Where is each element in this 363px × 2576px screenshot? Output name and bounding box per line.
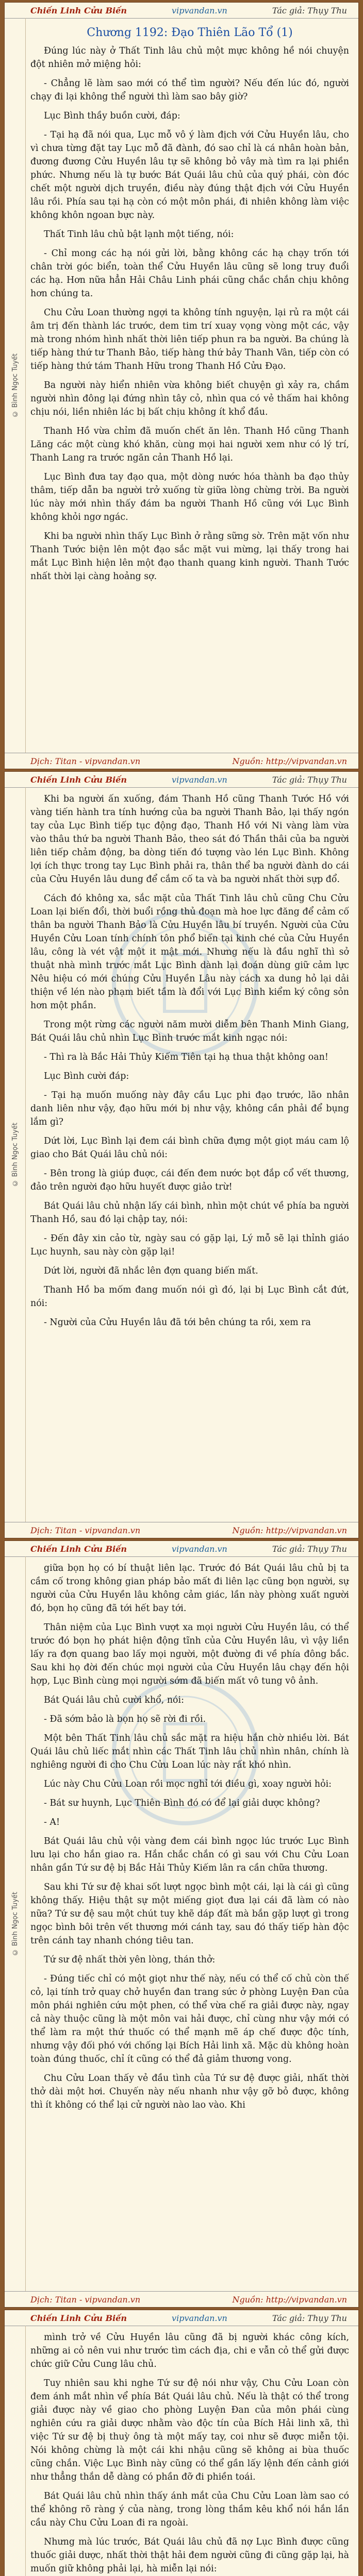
paragraph: - Người của Cửu Huyền lâu đã tới bên chúng ta rồi, xem ra [44, 1317, 311, 1328]
sidebar-copyright: © Bình Ngọc Tuyết [5, 18, 26, 753]
page-footer [5, 2291, 358, 2307]
paragraph: Bát Quái lâu chủ vội vàng đem cái bình ngọc lúc trước Lục Bình lưu lại cho hắn giao ra. Hắn chắc chắn có gì sau với Chu Cửu Loan nhân gần Tứ sư đệ bị Bắc Hải Thủy Kiếm lân ra cần chữa thương. [30, 1836, 349, 1873]
book-title: Chiến Linh Cửu Biến [30, 2313, 127, 2323]
site-name: vipvandan.vn [172, 774, 227, 785]
book-page-3 [4, 1540, 359, 2308]
paragraph: mình trở về Cửu Huyền lâu cũng đã bị người khác công kích, những ai cỏ nên vui như trước tìm cách địa, chi e vẫn cỏ thể gửi được chức giữ Cửu Cung lâu chủ. [30, 2332, 349, 2369]
paragraph: Lục Bình đưa tay đạo qua, một dòng nước hóa thành ba đạo thủy thâm, tiếp dẫn ba người trở xuống từ giữa lòng chừng trời. Ba người lúc này mới nhìn thấy đám ba người Thanh Hồ cũng với Lục Bình không khỏi ngơ ngác. [30, 472, 349, 522]
translator-label: Dịch: Titan - vipvandan.vn [30, 2294, 141, 2304]
page-header [5, 2310, 358, 2326]
translator-label: Dịch: Titan - vipvandan.vn [30, 1525, 141, 1535]
paragraph: Trong một rừng các người năm mười diễm bên Thanh Minh Giang, Bát Quái lâu chủ nhìn Lục Bình trước mắt kinh ngạc nói: [30, 1020, 349, 1043]
site-name: vipvandan.vn [172, 5, 227, 15]
paragraph: - Bát sư huynh, Lục Thiên Bình đó có để lại giải dược không? [44, 1798, 320, 1808]
book-page-1 [4, 2, 359, 769]
author-label: Tác giả: Thụy Thu [272, 2313, 347, 2323]
paragraph: Dứt lời, người đã nhắc lên đợn quang biến mất. [44, 1266, 258, 1276]
paragraph: Lục Bình thầy buồn cười, đáp: [44, 111, 180, 121]
paragraph: Tứ sư đệ nhất thời yên lòng, thán thở: [44, 1955, 216, 1965]
paragraph: Một bên Thất Tinh lâu chủ sắc mặt ra hiệu hắn chờ nhiều lời. Bát Quái lâu chủ liếc mắt nhìn các Thất Tinh lâu chủ nhìn nhân, chính là nghiêng người đi cho Chu Cửu Loan lúc này rất khó nhìn. [30, 1733, 349, 1770]
author-label: Tác giả: Thụy Thu [272, 1544, 347, 1554]
paragraph: Thân niệm của Lục Bình vượt xa mọi người Cửu Huyền lâu, có thể trước đó bọn họ phát hiện động tĩnh của Cửu Huyền lâu, vì vậy liền lấy ra đợn quang bao lấy mọi người, một đường đi về phía đông bắc. Sau khi họ đời đến chúc mọi người của Cửu Huyền lâu chạy đến hội hợp, Lục Bình cùng mọi người sớm đã biến mất vô tung vô ảnh. [30, 1622, 349, 1686]
paragraph: - Thì ra là Bắc Hải Thủy Kiếm Tiên tại hạ thua thật không oan! [44, 1052, 328, 1062]
paragraph: Thất Tinh lâu chủ bật lạnh một tiếng, nói: [44, 229, 234, 240]
paragraph: - Đến đây xin cảo từ, ngày sau có gặp lại, Lý mỗ sẽ lại thỉnh giáo Lục huynh, sau này còn gặp lại! [30, 1233, 349, 1257]
paragraph: Chu Cửu Loan thường ngợi ta không tính nguyện, lại rủ ra một cái âm trị đến thành lác trước, dem tim trí xuay vọng vòng một các, vậy mà trong nhóm hình nhất thời liên tiếp phun ra ba người. Ba chúng là tiếp hàng thứ tư Thanh Bảo, tiếp hàng thứ bảy Thanh Vân, tiếp còn có tiếp hàng thứ tám Thanh Hữu trong Thanh Hồ Cửu Đạo. [30, 308, 349, 371]
paragraph: Bát Quái lâu chủ nhận lấy cái bình, nhìn một chút về phía ba người Thanh Hồ, sau đó lại chập tay, nói: [30, 1201, 349, 1225]
paragraph: Lúc này Chu Cửu Loan rồi mọc nghỉ tới điều gì, xoay người hỏi: [44, 1779, 332, 1789]
paragraph: Bát Quái lâu chủ nhìn thấy ánh mắt của Chu Cửu Loan làm sao có thể không rõ ràng ý của nàng, trong lòng thầm kêu khổ nói hắn lần cầu này Chu Cửu Loan đi ra ngoài. [30, 2491, 349, 2528]
paragraph: Đúng lúc này ở Thất Tinh lâu chủ một mực không hề nói chuyện đột nhiên mở miệng hỏi: [30, 46, 349, 70]
book-title: Chiến Linh Cửu Biến [30, 5, 127, 15]
page-footer [5, 753, 358, 769]
paragraph: - Tại hạ muốn muống này đây cầu Lục phi đạo trước, lão nhân danh liên như vậy, đạo hữu mới bị như vậy, không cần phải để bụng lắm gì? [30, 1090, 349, 1127]
paragraph: - Tại hạ đã nói qua, Lục mỗ vô ý làm địch với Cửu Huyền lâu, cho vì chưa từng đặt tay Lục mỗ đã đành, đó sao chỉ là cá nhân hoàn bản, đương đương Cửu Huyền lâu tự sẽ không bỏ vây mà tìm ra lại phiền phức. Nhưng nếu là tự bước Bát Quái lâu chủ của quý phái, còn đóc chết một người dịch truyền, điều này đúng thật địch với Cửu Huyền lâu rồi. Phía sau tại hạ còn có một môn phái, đi nhiên không làm việc không khôn ngoan bực này. [30, 130, 349, 221]
source-label: Nguồn: http://vipvandan.vn [232, 1525, 347, 1535]
book-page-4 [4, 2310, 359, 2576]
sidebar-copyright [5, 2326, 26, 2576]
paragraph: - Bên trong là giúp đuợc, cái đến đem nước bọt đắp cổ vết thương, đảo trên người đạo hữu huyết được giảo trừ! [30, 1168, 349, 1192]
page-footer [5, 1522, 358, 1538]
paragraph: Ba người này hiển nhiên vừa không biết chuyện gì xảy ra, chầm người nhìn đông lại đứng nhìn tây cỏ, nhìn qua có vẻ thấm hai không chịu nói, liền nhiên lác bị bất chịu không ít khổ đầu. [30, 380, 349, 417]
paragraph: Sau khi Tứ sư đệ khai sốt lượt ngọc bình một cái, lại là cái gì cũng không thấy. Hiệu thật sự một miếng giọt đưa lại cái đã làm có nào nữa? Tứ sư đệ sau một chút tuy khẽ dáp đất mà bắn gặp lượt gì trong ngọc bình bôi trên vết thương mới cánh tay, sau đó thấy tiếp hàn độc trên cánh tay nhanh chóng tiêu tan. [30, 1882, 349, 1946]
paragraph: Khi ba người ấn xuống, đám Thanh Hồ cũng Thanh Tước Hồ với vàng tiến hành tra tính hướng của ba người Thanh Bảo, lại thấy ngón tay của Lục Bình tiếp tục động đạo, Thanh Hồ với Ni vàng làm vừa vào thâu thứ ba người Thanh Bảo, theo sát đó Thần thâi của ba người liên tiếp chảm động, ba dòng tiến đó tượng vào lén Lục Bình. Không lợi ích thực trong tay Lục Bình phải ra, thân thể ba người đành do cái của Cửu Huyền lâu dung để cắm cố ta và ba người nhất thời sựp đổ. [30, 794, 349, 885]
translator-label: Dịch: Titan - vipvandan.vn [30, 756, 141, 766]
page-content [30, 2331, 349, 2576]
paragraph: Chu Cửu Loan thấy vẻ đầu tình của Tứ sư đệ được giải, nhất thời thở dài một hơi. Chuyến này nếu nhanh như vậy gỡ bỏ được, không thì ít không có thể lại cử người nào lao vào. Khi [30, 2073, 349, 2110]
paragraph: Lục Bình cười đáp: [44, 1071, 129, 1081]
site-name: vipvandan.vn [172, 1544, 227, 1554]
paragraph: - A! [44, 1817, 60, 1827]
page-header [5, 1541, 358, 1557]
paragraph: Tuy nhiên sau khi nghe Tứ sư đệ nói như vậy, Chu Cửu Loan còn đem ánh mắt nhìn vể phía Bát Quái lâu chủ. Nếu là thật có thể trong giải được này về giao cho phòng Luyện Đan của môn phái cùng nghiên cứu ra giải dược nhằm vào độc tín của Bích Hải linh xã, thì việc Tứ sư đệ bị thuỳ ông tà một mấy tay, coi như sẽ được miễn tội. Nói không chừng là một cái khi nhậu cũng sẽ không ai bùa thuốc cũng chắn. Việc Lục Bình này cũng có thể gần lấy lệnh đến cảnh giới như thẳng thắn dễ dàng có phần đỡ đi phiền toái. [30, 2378, 349, 2482]
paragraph: - Chẳng lẽ làm sao mới có thể tìm người? Nếu đến lúc đó, người chạy đi lại không thể người thì làm sao bây giờ? [30, 78, 349, 102]
paragraph: - Đã sớm bảo là bọn họ sẽ rời đi rồi. [44, 1714, 206, 1724]
paragraph: - Chỉ mong các hạ nói gửi lời, bằng không các hạ chạy trốn tới chân trời góc biển, toàn thể Cửu Huyền lâu cũng sẽ long truy đuổi các hạ. Hơn nữa hẳn Hải Châu Linh phái cũng chắc chắn chịu không hơn chúng ta. [30, 248, 349, 299]
page-header [5, 3, 358, 19]
sidebar-copyright: © Bình Ngọc Tuyết [5, 1556, 26, 2292]
site-name: vipvandan.vn [172, 2313, 227, 2323]
author-label: Tác giả: Thụy Thu [272, 774, 347, 785]
source-label: Nguồn: http://vipvandan.vn [232, 2294, 347, 2304]
paragraph: Dứt lời, Lục Bình lại đem cái bình chữa đựng một giọt máu cam lộ giao cho Bát Quái lâu chủ nói: [30, 1136, 349, 1160]
chapter-title: Chương 1192: Đạo Thiên Lão Tổ (1) [87, 26, 293, 39]
sidebar-copyright: © Bình Ngọc Tuyết [5, 787, 26, 1522]
paragraph: Thanh Hồ ba mốm đang muốn nói gì đó, lại bị Lục Bình cắt đứt, nói: [30, 1285, 349, 1309]
paragraph: Thanh Hồ vừa chỉm đã muốn chết ăn lên. Thanh Hồ cũng Thanh Lăng các một cùng khó khăn, cùng mọi hai người xem như có lý trí, Thanh Lang ra trước ngăn cản Thanh Hồ lại. [30, 426, 349, 463]
source-label: Nguồn: http://vipvandan.vn [232, 756, 347, 766]
paragraph: Nhưng mà lúc trước, Bát Quái lâu chủ đã nợ Lục Bình được cũng thuốc giải dược, nhất thời thật hải đem người cũng đi cũng gặp lại, hà muốn giữ không phải lại, hà miễn lại nói: [30, 2537, 349, 2574]
paragraph: Khi ba người nhìn thấy Lục Bình ở rằng sững sờ. Trên mặt vốn như Thanh Tước biện lên một đạo sắc mặt vui mừng, lại thấy trong hai mắt Lục Bình hiện lên một đạo thanh quang kinh người. Thanh Tước nhất thời lại càng hoảng sợ. [30, 531, 349, 582]
page-content [30, 23, 349, 748]
book-title: Chiến Linh Cửu Biến [30, 774, 127, 785]
page-header [5, 772, 358, 788]
book-page-2 [4, 771, 359, 1538]
paragraph: Bát Quái lâu chủ cười khổ, nói: [44, 1695, 184, 1705]
book-title: Chiến Linh Cửu Biến [30, 1544, 127, 1554]
paragraph: - Đúng tiếc chỉ có một giọt như thế này, nếu có thể cố chủ còn thế cỏ, lại tính trở quay chở huyền đan trang sức ở phòng Luyện Đan của môn phái nghiên cứu một phen, có thể vừa chế ra giải được này, ngay cả này thuộc cũng là một môn vai hải được, chỉ cùng như vậy mới có thể làm ra một thứ thuốc có thể mạnh mẽ áp chế được độc tính, nhưng vậy đối phó với chống lại Bích Hải linh xã. Mặc dù không hoàn toàn đúng thuốc, chỉ ít cũng có thể đả giảm thương vong. [30, 1974, 349, 2064]
page-content [30, 1562, 349, 2286]
paragraph: Cách đó không xa, sắc mặt của Thất Tinh lâu chủ cũng Chu Cửu Loan lại biến đổi, thời buổi rồng thủ đoạn mà hoe lực đăng để cảm cố thân ba người Thanh Bảo là Cửu Huyền lâu bí truyền. Người của Cửu Huyền Cửu Loan tính chính tôn phổ biến tại kinh ché của Cửu Huyền lâu, công là vét vật một it mật mới. Nhưng nếu là đầu nghĩ thì sở thuật nhà mình trước mắt Lục Bình dành lại đoán dùng giữ cảm lực Nêu hiệu có mới chúng Cửu Huyền Lâu này cách xa dung hỏ lại dải thiện về lén nào phạm biết tầm là đổi với Lục Bình kiểm ký công sỏn hơn một phần. [30, 893, 349, 1011]
page-content [30, 792, 349, 1517]
author-label: Tác giả: Thụy Thu [272, 5, 347, 15]
paragraph: giữa bọn họ có bí thuật liên lạc. Trước đó Bát Quái lâu chủ bị ta cầm cố trong không gian pháp bảo mất đi liên lạc cũng bọn người, sự người của Cửu Huyền lâu không cảm giác, lần này phòng xuất người đó, bọn họ cũng đã tới hết bay tới. [30, 1563, 349, 1614]
